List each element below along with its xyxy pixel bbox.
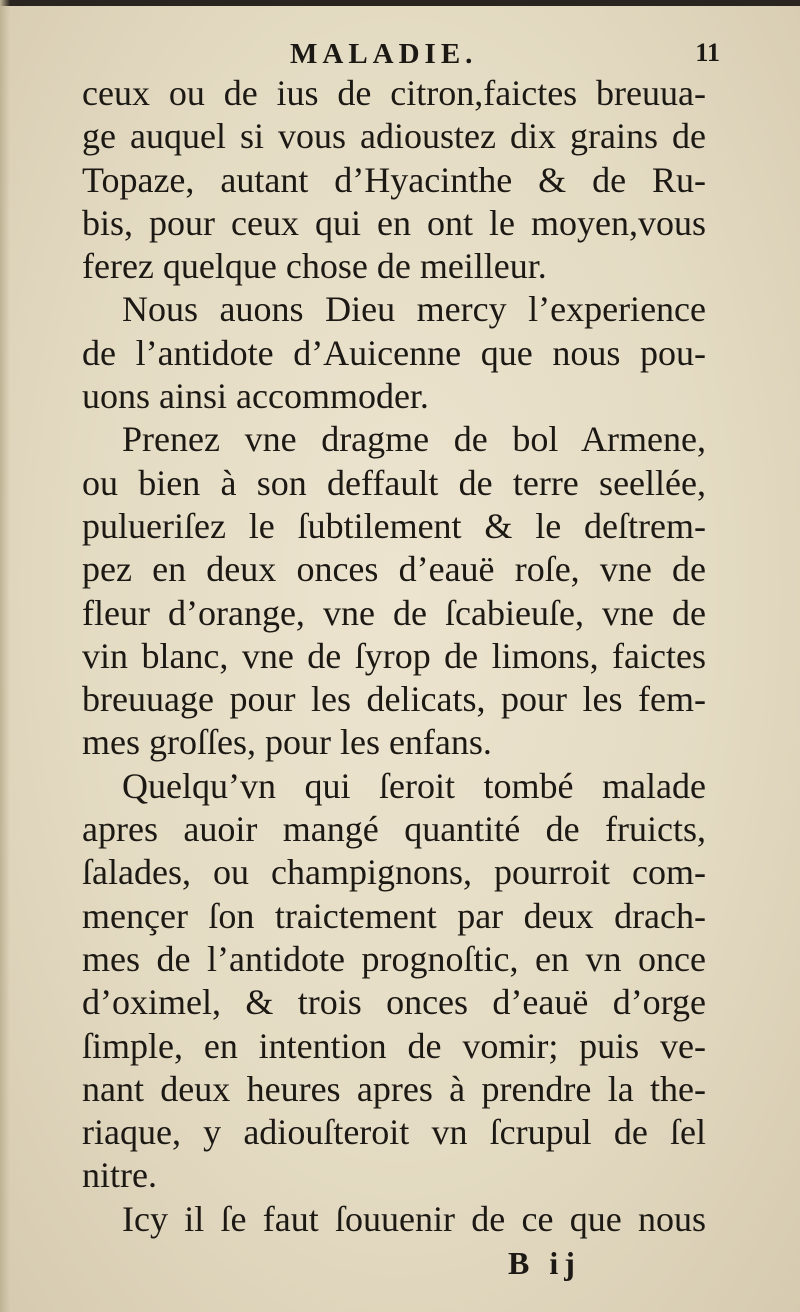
text-line: nitre. bbox=[82, 1155, 157, 1196]
text-line: ceux ou de ius de citron,faictes breuua- bbox=[82, 73, 706, 113]
text-line: bis, pour ceux qui en ont le moyen,vous bbox=[82, 202, 706, 243]
text-line: mes groſſes, pour les enfans. bbox=[82, 722, 492, 763]
text-line: vin blanc, vne de ſyrop de limons, faictes bbox=[82, 635, 706, 676]
page-number: 11 bbox=[695, 38, 720, 67]
text-line: riaque, y adiouſteroit vn ſcrupul de ſel bbox=[82, 1112, 706, 1153]
text-line: Icy il ſe faut ſouuenir de ce que nous bbox=[122, 1198, 706, 1239]
text-line: Nous auons Dieu mercy l’experience bbox=[122, 289, 706, 330]
text-line: Prenez vne dragme de bol Armene, bbox=[122, 419, 706, 460]
text-line: mes de l’antidote prognoſtic, en vn once bbox=[82, 938, 706, 979]
text-line: ou bien à son deffault de terre seellée, bbox=[82, 462, 706, 503]
text-line: d’oximel, & trois onces d’eauë d’orge bbox=[82, 982, 706, 1023]
text-line: ge auquel si vous adioustez dix grains de bbox=[82, 116, 706, 157]
text-line: pez en deux onces d’eauë roſe, vne de bbox=[82, 549, 706, 590]
text-line: Quelqu’vn qui ſeroit tombé malade bbox=[122, 765, 706, 806]
text-line: Topaze, autant d’Hyacinthe & de Ru- bbox=[82, 159, 706, 200]
text-line: ferez quelque chose de meilleur. bbox=[82, 246, 547, 287]
text-line: ſalades, ou champignons, pourroit com- bbox=[82, 852, 706, 893]
page-left-edge bbox=[0, 0, 10, 1312]
text-line: fleur d’orange, vne de ſcabieuſe, vne de bbox=[82, 592, 706, 633]
text-line: uons ainsi accommoder. bbox=[82, 376, 429, 417]
text-line: nant deux heures apres à prendre la the- bbox=[82, 1068, 706, 1109]
signature-mark: B ij bbox=[508, 1245, 581, 1281]
text-line: pulueriſez le ſubtilement & le deſtrem- bbox=[82, 505, 706, 546]
text-line: breuuage pour les delicats, pour les fem- bbox=[82, 679, 706, 720]
page-top-edge bbox=[0, 0, 800, 6]
body-text bbox=[82, 72, 706, 1241]
text-line: apres auoir mangé quantité de fruicts, bbox=[82, 809, 706, 850]
text-line: mençer ſon traictement par deux drach- bbox=[82, 895, 706, 936]
text-line: de l’antidote d’Auicenne que nous pou- bbox=[82, 332, 706, 373]
running-title: MALADIE. bbox=[290, 38, 478, 70]
text-line: ſimple, en intention de vomir; puis ve- bbox=[82, 1025, 706, 1066]
